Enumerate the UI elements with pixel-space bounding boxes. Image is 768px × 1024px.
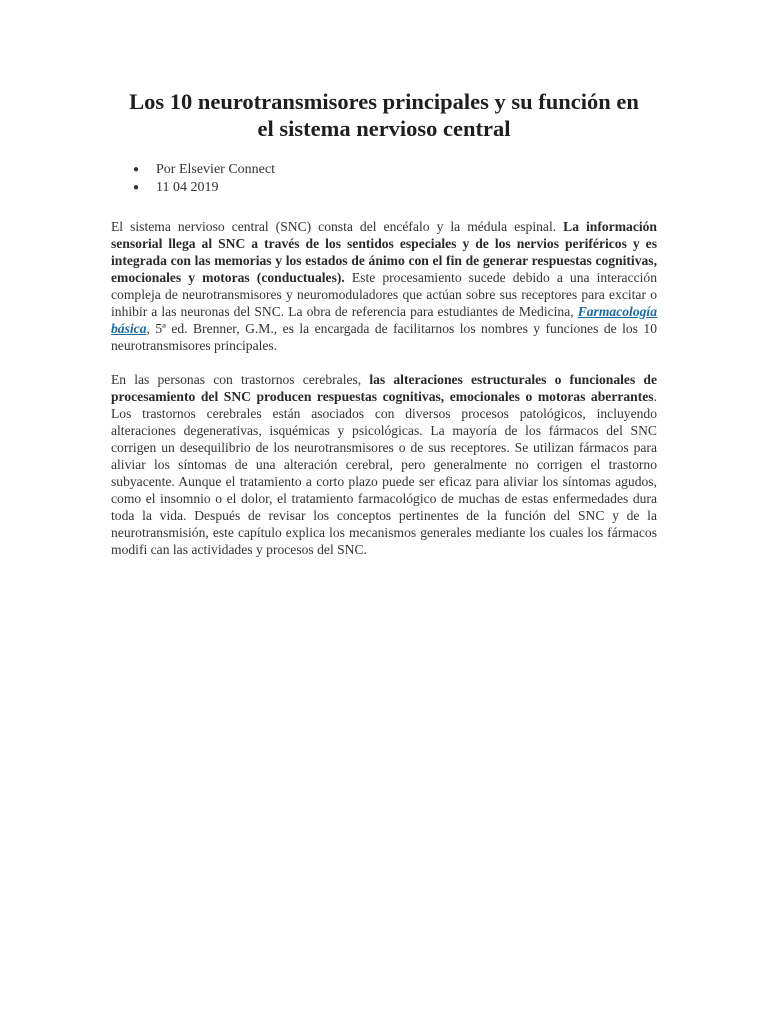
- paragraph-disorders-bold-1: las alteraciones estructurales o funcionales de procesamiento del SNC producen respuestas cognitivas, emocionales o motoras aberrantes: [111, 372, 657, 404]
- paragraph-intro-text-3: , 5ª ed. Brenner, G.M., es la encargada de facilitarnos los nombres y funciones de los 10 neurotransmisores principales.: [111, 321, 657, 353]
- meta-author: [111, 161, 657, 179]
- bullet-icon: ●: [133, 181, 140, 193]
- farmacologia-basica-link[interactable]: Farmacología básica: [111, 304, 657, 336]
- meta-date: [111, 179, 657, 197]
- paragraph-intro-text-2: Este procesamiento sucede debido a una interacción compleja de neurotransmisores y neuromoduladores que actúan sobre sus receptores para excitar o inhibir a las neuronas del SNC. La obra de referencia para estudiantes de Medicina,: [111, 270, 658, 319]
- bullet-icon: ●: [133, 164, 140, 175]
- article-title: Los 10 neurotransmisores principales y su función en el sistema nervioso central: [129, 89, 639, 141]
- paragraph-disorders-text-1: En las personas con trastornos cerebrales,: [111, 372, 370, 387]
- paragraph-disorders: [111, 371, 657, 558]
- paragraph-intro-bold-1: La información sensorial llega al SNC a través de los sentidos especiales y de los nervios periféricos y es integrada con las memorias y los estados de ánimo con el fin de generar respuestas cognitivas, emocionales y motoras (conductuales).: [111, 219, 657, 285]
- author-text: Por Elsevier Connect: [156, 162, 275, 177]
- article-page: [111, 88, 657, 558]
- paragraph-disorders-text-2: . Los trastornos cerebrales están asociados con diversos procesos patológicos, incluyendo alteraciones degenerativas, isquémicas y psicológicas. La mayoría de los fármacos del SNC corrigen un desequilibrio de los neurotransmisores o de sus receptores. Se utilizan fármacos para aliviar los síntomas de una alteración cerebral, pero generalmente no corrigen el trastorno subyacente. Aunque el tratamiento a corto plazo puede ser eficaz para aliviar los síntomas agudos, como el insomnio o el dolor, el tratamiento farmacológico de muchas de estas enfermedades dura toda la vida. Después de revisar los conceptos pertinentes de la función del SNC y de la neurotransmisión, este capítulo explica los mecanismos generales mediante los cuales los fármacos modifi can las actividades y procesos del SNC.: [111, 389, 657, 557]
- date-text: 11 04 2019: [156, 179, 219, 195]
- article-meta-list: [111, 161, 657, 196]
- paragraph-intro-text-1: El sistema nervioso central (SNC) consta del encéfalo y la médula espinal.: [111, 219, 564, 234]
- paragraph-intro: [111, 218, 657, 354]
